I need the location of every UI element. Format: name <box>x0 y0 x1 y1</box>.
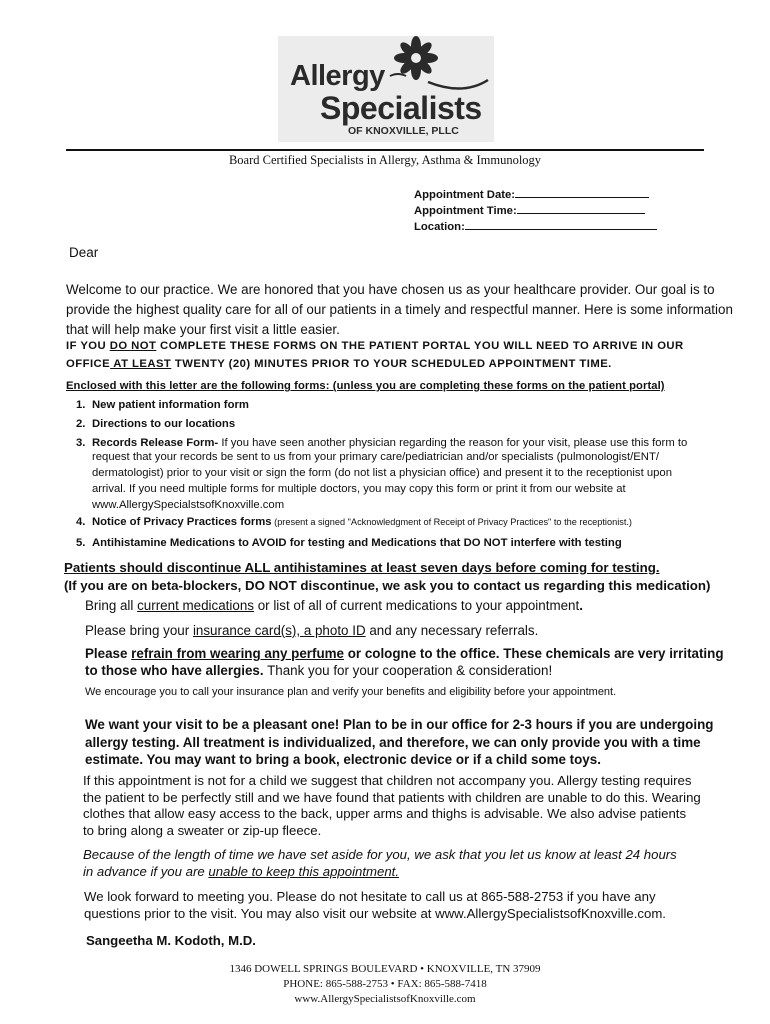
portal-notice-text: COMPLETE THESE FORMS ON THE PATIENT PORTAL YOU WILL NEED TO ARRIVE IN OUR <box>156 340 684 352</box>
header-rule <box>66 149 704 151</box>
text: or list of all of current medications to your appointment <box>253 598 580 613</box>
form-description: request that your records be sent to us from your primary care/pediatrician and/or specialists (pulmonologist/ENT/ <box>92 451 659 463</box>
form-description: dermatologist) prior to your visit or sign the form (do not list a physician office) and present it to the receptionist upon <box>92 467 672 479</box>
notice-line: Because of the length of time we have set aside for you, we ask that you let us know at least 24 hours <box>83 847 677 862</box>
text: or cologne to the office. These chemicals are very irritating <box>344 646 724 661</box>
insurance-line <box>85 621 538 641</box>
forms-list-item-2 <box>76 418 766 430</box>
footer-address: 1346 DOWELL SPRINGS BOULEVARD • KNOXVILLE, TN 37909 <box>229 963 541 975</box>
logo <box>278 36 494 142</box>
text: Please bring your <box>85 623 193 638</box>
portal-notice-text: TWENTY (20) MINUTES PRIOR TO YOUR SCHEDULED APPOINTMENT TIME. <box>171 358 612 370</box>
list-number: 2. <box>76 418 86 430</box>
footer <box>0 962 770 1007</box>
form-title: Notice of Privacy Practices forms <box>92 516 272 528</box>
appointment-location-blank[interactable] <box>465 218 657 230</box>
footer-phone: PHONE: 865-588-2753 • FAX: 865-588-7418 <box>283 978 487 990</box>
child-line: to bring along a sweater or zip-up fleece. <box>83 822 322 838</box>
appointment-time-blank[interactable] <box>517 202 645 214</box>
text: Please <box>85 646 132 661</box>
intro-line: Welcome to our practice. We are honored that you have chosen us as your healthcare provider. Our goal is to <box>66 282 715 297</box>
notice-emphasis: unable to keep this appointment. <box>208 864 399 879</box>
insurance-plan-note: We encourage you to call your insurance plan and verify your benefits and eligibility before your appointment. <box>85 686 617 698</box>
salutation: Dear <box>69 245 99 260</box>
child-paragraph <box>83 773 763 839</box>
beta-blocker-note: (If you are on beta-blockers, DO NOT discontinue, we ask you to contact us regarding this medication) <box>64 578 711 593</box>
notice-text: in advance if you are <box>83 864 209 879</box>
form-title: Antihistamine Medications to AVOID for testing and Medications that DO NOT interfere with testing <box>92 537 622 549</box>
tagline: Board Certified Specialists in Allergy, Asthma & Immunology <box>228 153 542 167</box>
list-number: 1. <box>76 399 86 411</box>
appointment-location-label: Location: <box>414 221 465 233</box>
portal-notice-emphasis: DO NOT <box>109 340 157 352</box>
cancellation-notice <box>83 846 763 880</box>
appointment-time <box>414 202 645 217</box>
text: to those who have allergies. <box>85 663 264 678</box>
forms-list-item-4 <box>76 516 766 528</box>
list-number: 3. <box>76 437 86 449</box>
appointment-location <box>414 218 657 233</box>
logo-line-3: OF KNOXVILLE, PLLC <box>348 125 459 137</box>
signature: Sangeetha M. Kodoth, M.D. <box>86 933 256 948</box>
form-title: Directions to our locations <box>92 418 236 430</box>
form-description: If you have seen another physician regarding the reason for your visit, please use this form to <box>218 437 688 449</box>
emphasis: current medications <box>137 598 254 613</box>
medications-line <box>85 596 583 616</box>
portal-notice-text: IF YOU <box>66 340 110 352</box>
intro-line: provide the highest quality care for all of our patients in a timely and respectful manner. Here is some information <box>66 302 733 317</box>
child-line: clothes that allow easy access to the back, upper arms and thighs is advisable. We also advise patients <box>83 806 687 821</box>
appointment-date <box>414 186 649 201</box>
intro-paragraph <box>66 280 766 340</box>
list-number: 5. <box>76 537 86 549</box>
appointment-time-label: Appointment Time: <box>414 205 517 217</box>
portal-notice-emphasis: AT LEAST <box>110 358 172 370</box>
forms-heading: Enclosed with this letter are the following forms: (unless you are completing these forms on the patient portal) <box>66 380 665 392</box>
visit-line: allergy testing. All treatment is individualized, and therefore, we can only provide you with a time <box>85 734 701 750</box>
form-description: arrival. If you need multiple forms for multiple doctors, you may copy this form or print it from our website at <box>92 483 626 495</box>
portal-notice <box>66 337 766 373</box>
text: Thank you for your cooperation & consideration! <box>263 663 553 678</box>
forms-list-item-5 <box>76 537 766 549</box>
logo-line-2: Specialists <box>320 90 482 126</box>
form-website-link[interactable]: www.AllergySpecialstsofKnoxville.com <box>92 499 285 511</box>
visit-paragraph <box>85 716 765 769</box>
appointment-date-label: Appointment Date: <box>414 189 516 201</box>
appointment-date-blank[interactable] <box>515 186 649 198</box>
list-number: 4. <box>76 516 86 528</box>
form-title: New patient information form <box>92 399 249 411</box>
form-note: (present a signed "Acknowledgment of Receipt of Privacy Practices" to the receptionist.) <box>271 517 632 527</box>
forms-list-item-3 <box>76 437 766 513</box>
closing-line: We look forward to meeting you. Please do not hesitate to call us at 865-588-2753 if you have any <box>84 889 656 904</box>
text: and any necessary referrals. <box>365 623 539 638</box>
form-title: Records Release Form- <box>92 437 219 449</box>
logo-line-1: Allergy <box>290 60 385 92</box>
forms-list-item-1 <box>76 399 766 411</box>
child-line: the patient to be perfectly still and we have found that patients with children are unable to do this. Wearing <box>83 789 701 805</box>
intro-line: that will help make your first visit a little easier. <box>66 322 340 337</box>
emphasis: refrain from wearing any perfume <box>131 646 344 661</box>
perfume-paragraph <box>85 645 765 679</box>
period: . <box>579 598 583 613</box>
child-line: If this appointment is not for a child we suggest that children not accompany you. Allergy testing requires <box>83 773 692 788</box>
visit-line: We want your visit to be a pleasant one! Plan to be in our office for 2-3 hours if you are undergoing <box>85 717 714 732</box>
footer-website[interactable]: www.AllergySpecialistsofKnoxville.com <box>294 993 476 1005</box>
emphasis: insurance card(s), a photo ID <box>192 623 366 638</box>
closing-paragraph <box>84 888 764 922</box>
text: Bring all <box>85 598 138 613</box>
antihistamine-warning: Patients should discontinue ALL antihistamines at least seven days before coming for testing. <box>64 560 660 575</box>
visit-line: estimate. You may want to bring a book, electronic device or if a child some toys. <box>85 752 601 767</box>
portal-notice-text: OFFICE <box>66 358 111 370</box>
closing-line: questions prior to the visit. You may also visit our website at www.AllergySpecialistsofKnoxville.com. <box>84 906 666 921</box>
